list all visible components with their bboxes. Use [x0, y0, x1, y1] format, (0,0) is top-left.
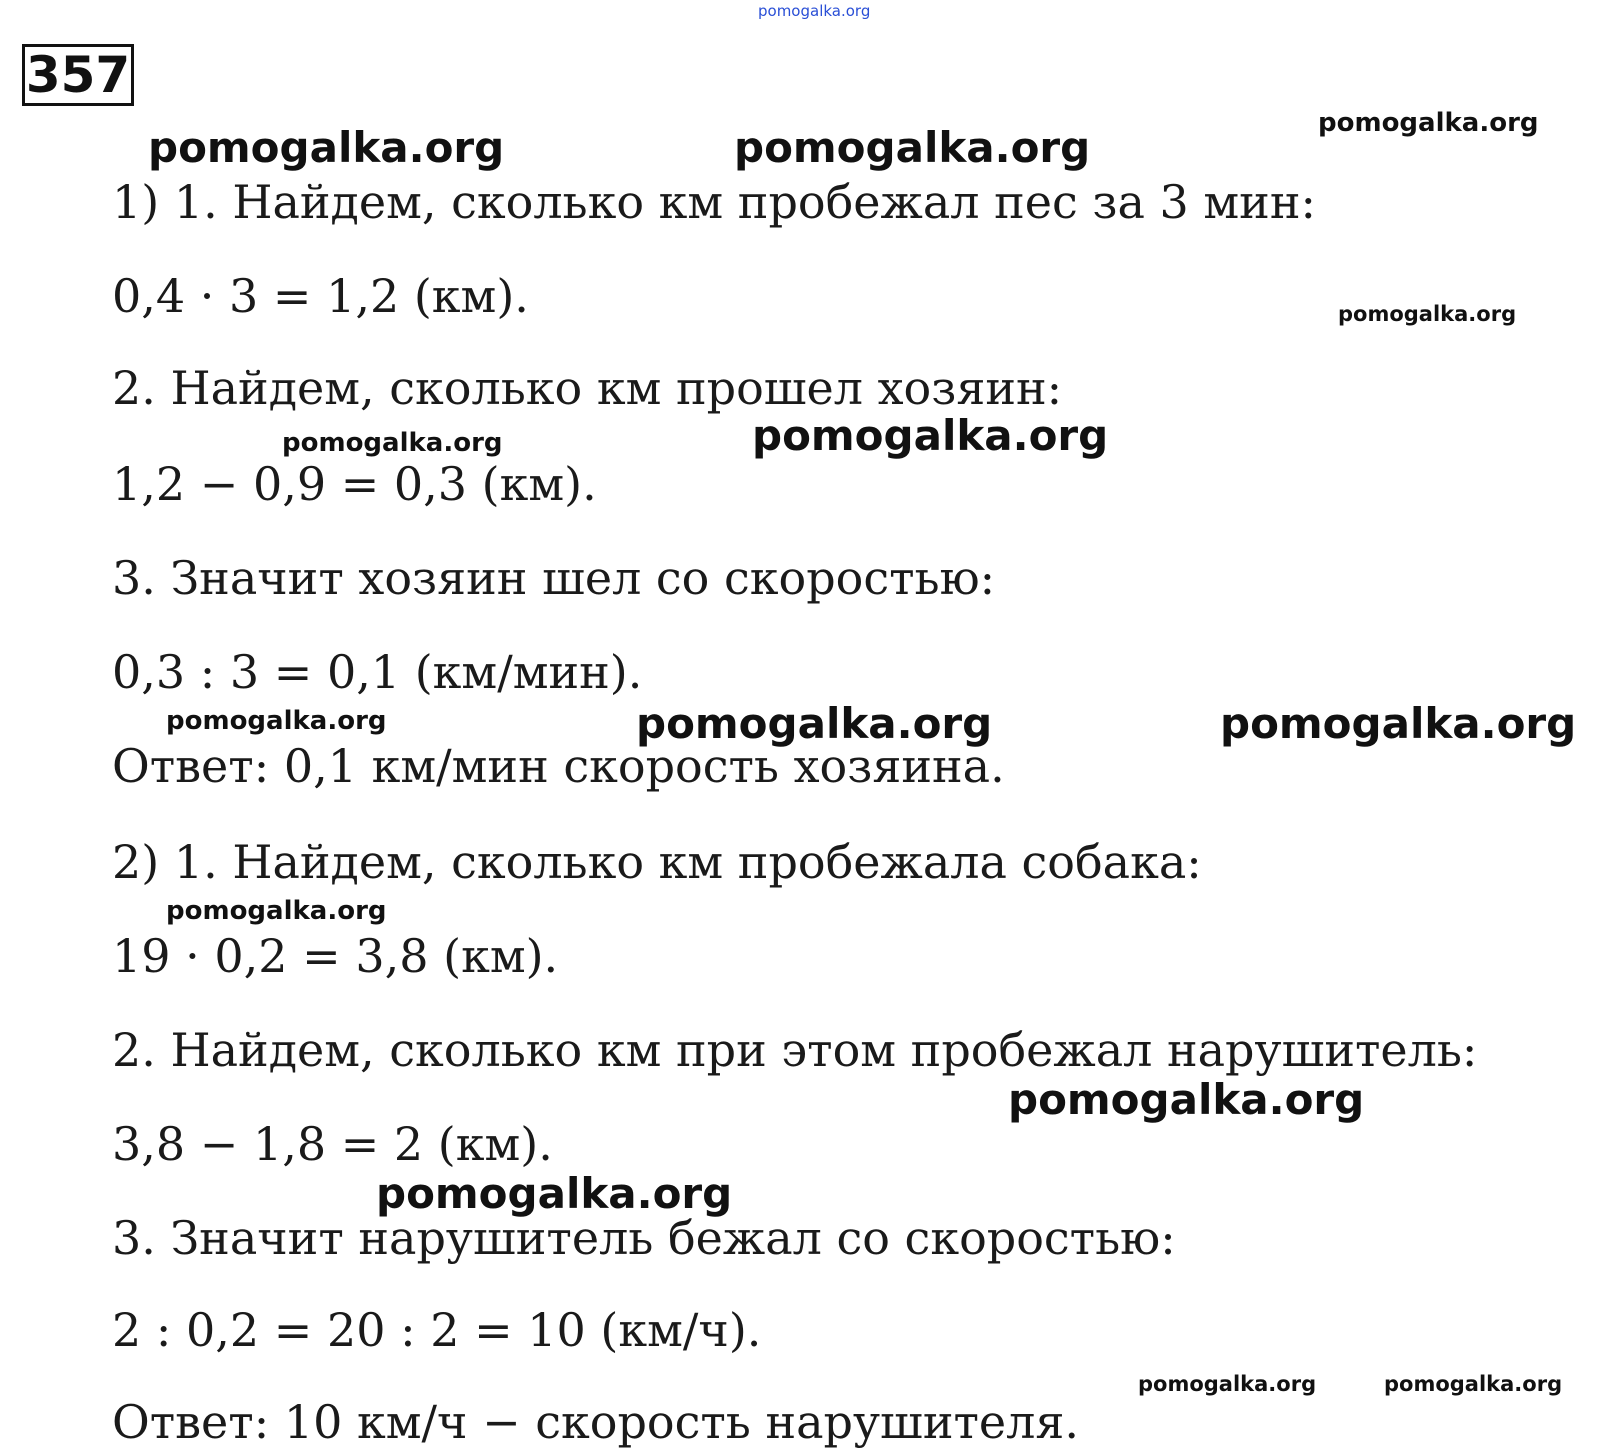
watermark: pomogalka.org: [1138, 1372, 1317, 1396]
solution-line: 3. Значит хозяин шел со скоростью:: [112, 551, 996, 605]
watermark-top: pomogalka.org: [758, 2, 871, 20]
watermark: pomogalka.org: [1008, 1075, 1365, 1124]
answer-line: Ответ: 0,1 км/мин скорость хозяина.: [112, 739, 1005, 793]
solution-line: 0,3 : 3 = 0,1 (км/мин).: [112, 645, 643, 699]
watermark: pomogalka.org: [282, 428, 503, 458]
solution-line: 1,2 − 0,9 = 0,3 (км).: [112, 457, 597, 511]
watermark: pomogalka.org: [1384, 1372, 1563, 1396]
solution-line: 2. Найдем, сколько км при этом пробежал нарушитель:: [112, 1023, 1478, 1077]
watermark: pomogalka.org: [636, 699, 993, 748]
problem-number-box: 357: [22, 44, 134, 106]
solution-line: 0,4 · 3 = 1,2 (км).: [112, 269, 529, 323]
solution-line: 3,8 − 1,8 = 2 (км).: [112, 1117, 553, 1171]
solution-line: 19 · 0,2 = 3,8 (км).: [112, 929, 559, 983]
watermark: pomogalka.org: [752, 411, 1109, 460]
solution-line: 2. Найдем, сколько км прошел хозяин:: [112, 361, 1063, 415]
watermark: pomogalka.org: [166, 896, 387, 926]
watermark: pomogalka.org: [1338, 302, 1517, 326]
watermark: pomogalka.org: [734, 123, 1091, 172]
solution-line: 2 : 0,2 = 20 : 2 = 10 (км/ч).: [112, 1303, 762, 1357]
watermark: pomogalka.org: [1220, 699, 1577, 748]
solution-line: 1) 1. Найдем, сколько км пробежал пес за 3 мин:: [112, 175, 1316, 229]
watermark: pomogalka.org: [376, 1169, 733, 1218]
watermark: pomogalka.org: [148, 123, 505, 172]
watermark: pomogalka.org: [1318, 108, 1539, 138]
solution-line: 3. Значит нарушитель бежал со скоростью:: [112, 1211, 1176, 1265]
watermark: pomogalka.org: [166, 706, 387, 736]
answer-line: Ответ: 10 км/ч − скорость нарушителя.: [112, 1395, 1080, 1449]
solution-line: 2) 1. Найдем, сколько км пробежала собака:: [112, 835, 1202, 889]
